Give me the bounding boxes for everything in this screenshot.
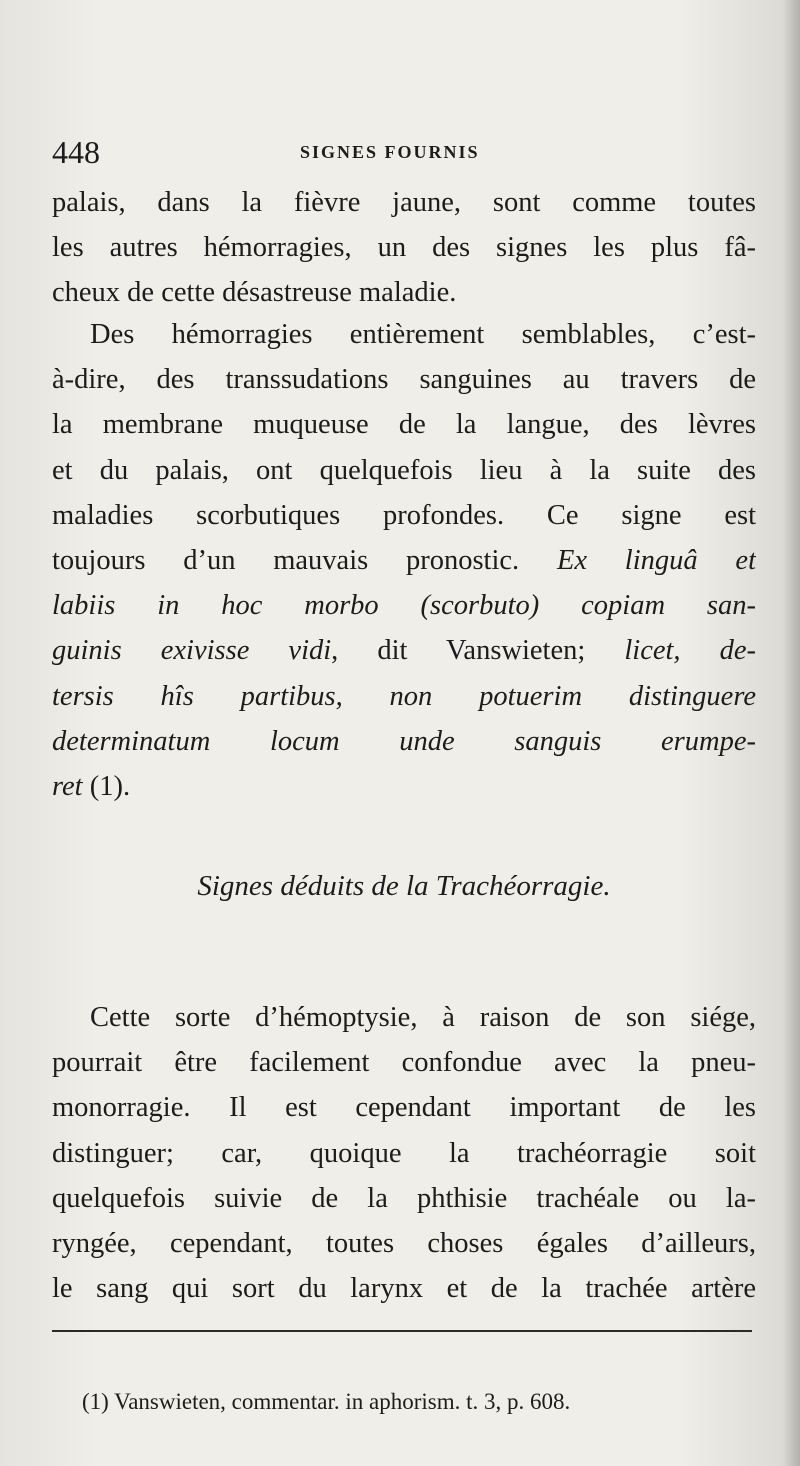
text-line: cheux de cette désastreuse maladie. <box>52 277 457 309</box>
text-line <box>52 719 756 764</box>
text-line: à-dire, des transsudations sanguines au travers de <box>52 364 756 396</box>
section-heading: Signes déduits de la Trachéorragie. <box>197 870 611 902</box>
page-header <box>52 132 752 172</box>
page-edge-shadow <box>782 0 800 1466</box>
text-line <box>52 628 756 673</box>
text-line <box>52 674 756 719</box>
text-line: maladies scorbutiques profondes. Ce signe est <box>52 499 756 531</box>
text-line: Des hémorragies entièrement semblables, c’est- <box>90 319 756 350</box>
roman-text: , dit Vanswieten; <box>331 635 625 667</box>
text-line: palais, dans la fièvre jaune, sont comme toutes <box>52 187 756 218</box>
text-line <box>52 538 756 583</box>
latin-quote: determinatum locum unde sanguis erumpe- <box>52 725 756 757</box>
text-line: et du palais, ont quelquefois lieu à la suite des <box>52 454 756 486</box>
text-line: le sang qui sort du larynx et de la trachée artère <box>52 1273 756 1305</box>
text-line <box>52 764 756 809</box>
text-line <box>52 583 756 628</box>
page-number: 448 <box>52 134 100 170</box>
paragraph-3 <box>52 995 756 1311</box>
paragraph-1 <box>52 180 756 316</box>
paragraph-2 <box>52 312 756 809</box>
text-line: monorragie. Il est cependant important de les <box>52 1092 756 1124</box>
text-line: les autres hémorragies, un des signes les plus fâ- <box>52 232 756 264</box>
text-line: ryngée, cependant, toutes choses égales d’ailleurs, <box>52 1227 756 1259</box>
roman-text: toujours d’un mauvais pronostic. <box>52 544 557 576</box>
latin-quote: tersis hîs partibus, non potuerim distinguere <box>52 680 756 712</box>
latin-quote: licet, de- <box>624 635 756 667</box>
text-line: la membrane muqueuse de la langue, des lèvres <box>52 409 756 441</box>
footnote-divider <box>52 1330 752 1332</box>
latin-quote: ret <box>52 770 83 802</box>
text-line: distinguer; car, quoique la trachéorragie soit <box>52 1137 756 1169</box>
footnote: (1) Vanswieten, commentar. in aphorism. t. 3, p. 608. <box>82 1389 571 1414</box>
text-line: Cette sorte d’hémoptysie, à raison de son siége, <box>90 1002 756 1033</box>
running-title: SIGNES FOURNIS <box>300 142 480 162</box>
footnote-reference: (1). <box>82 770 131 802</box>
text-line: pourrait être facilement confondue avec la pneu- <box>52 1047 756 1079</box>
latin-quote: Ex linguâ et <box>556 544 756 576</box>
latin-quote: guinis exivisse vidi <box>52 635 332 667</box>
latin-quote: labiis in hoc morbo (scorbuto) copiam san- <box>52 590 756 622</box>
text-line: quelquefois suivie de la phthisie trachéale ou la- <box>52 1182 756 1214</box>
